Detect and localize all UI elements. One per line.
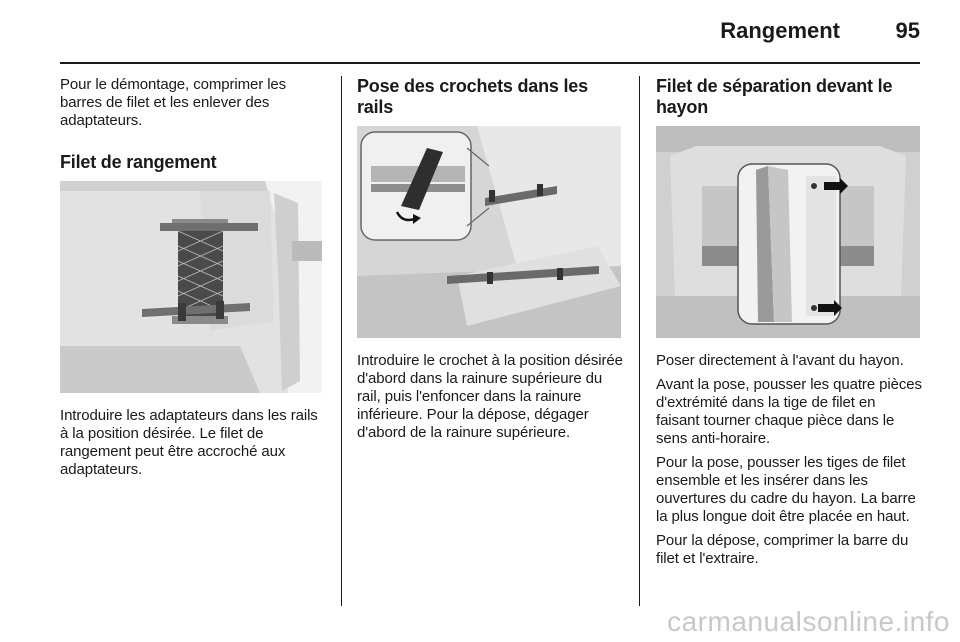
header-rule <box>60 62 920 64</box>
column-1 <box>60 76 326 479</box>
column-2 <box>357 76 623 442</box>
intro-paragraph: Pour le démontage, comprimer les barres de filet et les enlever des adaptateurs. <box>60 76 287 129</box>
separation-net-paragraph-3: Pour la pose, pousser les tiges de filet ensemble et les insérer dans les ouvertures du cadre du hayon. La barre la plus longue doit être placée en haut. <box>656 454 916 525</box>
storage-net-caption: Introduire les adaptateurs dans les rails à la position désirée. Le filet de rangement peut être accroché aux adaptateurs. <box>60 407 318 478</box>
page-header-title: Rangement <box>720 18 840 43</box>
separation-net-illustration <box>656 126 920 338</box>
storage-net-illustration <box>60 181 322 393</box>
section-heading-rail-hooks: Pose des crochets dans les rails <box>357 76 588 117</box>
separation-net-paragraph-1: Poser directement à l'avant du hayon. <box>656 352 904 369</box>
rail-hooks-illustration <box>357 126 621 338</box>
column-divider-2 <box>639 76 640 606</box>
separation-net-paragraph-4: Pour la dépose, comprimer la barre du filet et l'extraire. <box>656 532 909 567</box>
column-3 <box>656 76 922 568</box>
section-heading-storage-net: Filet de rangement <box>60 152 217 172</box>
rail-hooks-caption: Introduire le crochet à la position désirée d'abord dans la rainure supérieure du rail, puis l'enfoncer dans la rainure inférieure. Pour la dépose, dégager d'abord de la rainure supérieure. <box>357 352 623 441</box>
separation-net-paragraph-2: Avant la pose, pousser les quatre pièces d'extrémité dans la tige de filet en faisant tourner chaque pièce dans le sens anti-horaire. <box>656 376 922 447</box>
page-number: 95 <box>895 18 920 43</box>
watermark: carmanualsonline.info <box>667 606 950 637</box>
section-heading-separation-net: Filet de séparation devant le hayon <box>656 76 893 117</box>
column-divider-1 <box>341 76 342 606</box>
